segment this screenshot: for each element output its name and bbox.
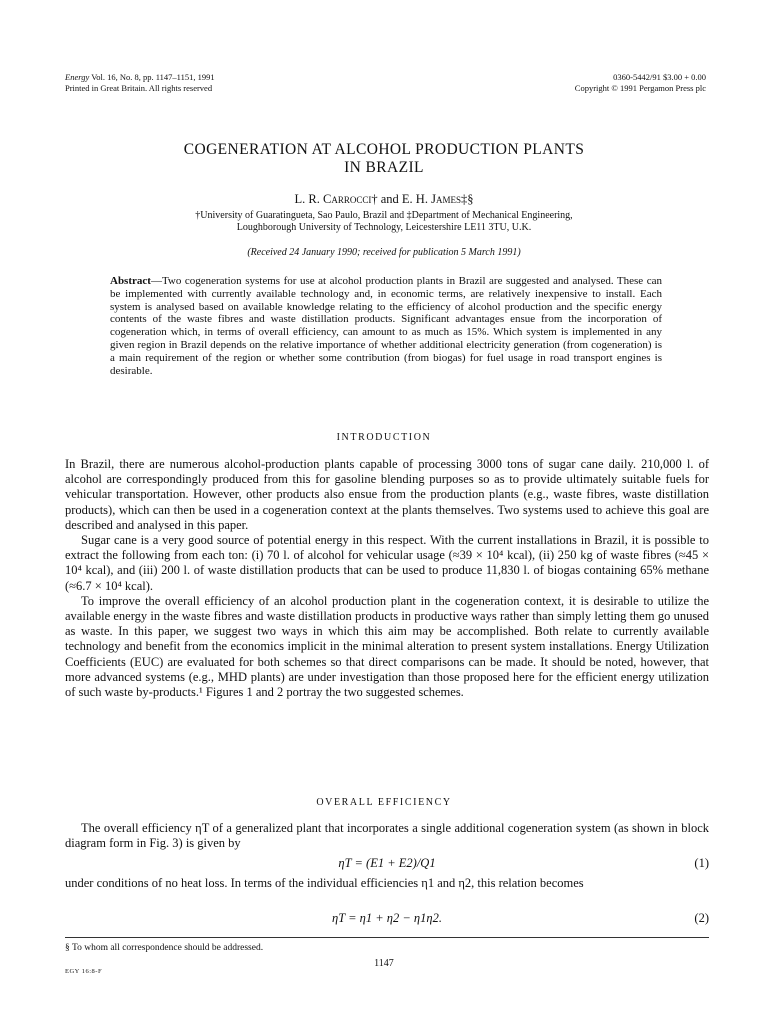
title-line-2: IN BRAZIL bbox=[344, 159, 424, 176]
equation-1-number: (1) bbox=[694, 856, 709, 870]
author-list bbox=[0, 192, 768, 207]
equation-2-expression: ηT = η1 + η2 − η1η2. bbox=[332, 911, 442, 925]
affiliations bbox=[0, 210, 768, 234]
paragraph: Sugar cane is a very good source of potential energy in this respect. With the current installations in Brazil, it is possible to extract the following from each ton: (i) 70 l. of alcohol for vehicular usage (≈39 × 10⁴ kcal), (ii) 250 kg of waste fibres (≈45 × 10⁴ kcal), and (iii) 200 l. of waste distillation products that can be used to produce 11,830 l. of biogas containing 65% methane (≈6.7 × 10⁴ kcal). bbox=[65, 533, 709, 593]
overall-efficiency-body bbox=[65, 821, 709, 851]
footnote-rule bbox=[65, 937, 709, 938]
introduction-heading: INTRODUCTION bbox=[336, 432, 432, 443]
paper-title bbox=[0, 141, 768, 177]
received-dates: (Received 24 January 1990; received for publication 5 March 1991) bbox=[247, 247, 521, 258]
printed-notice: Printed in Great Britain. All rights reserved bbox=[65, 83, 213, 93]
author-2-initials: E. H. bbox=[401, 192, 432, 206]
printer-code: EGY 16:8-F bbox=[65, 968, 103, 975]
equation-1-expression: ηT = (E1 + E2)/Q1 bbox=[338, 856, 436, 870]
copyright-notice: Copyright © 1991 Pergamon Press plc bbox=[574, 83, 706, 93]
overall-efficiency-heading: OVERALL EFFICIENCY bbox=[316, 797, 452, 808]
affiliation-line-1: †University of Guaratingueta, Sao Paulo, Brazil and ‡Department of Mechanical Engineering, bbox=[195, 210, 573, 221]
introduction-body bbox=[65, 457, 709, 700]
equation-2-number: (2) bbox=[694, 911, 709, 925]
affiliation-line-2: Loughborough University of Technology, Leicestershire LE11 3TU, U.K. bbox=[236, 222, 532, 233]
paragraph: under conditions of no heat loss. In terms of the individual efficiencies η1 and η2, this relation becomes bbox=[65, 876, 584, 890]
overall-efficiency-body-2 bbox=[65, 876, 709, 891]
paragraph: The overall efficiency ηT of a generalized plant that incorporates a single additional cogeneration system (as shown in block diagram form in Fig. 3) is given by bbox=[65, 821, 709, 851]
issn-price: 0360-5442/91 $3.00 + 0.00 bbox=[613, 72, 706, 82]
journal-header-left bbox=[65, 72, 215, 94]
title-line-1: COGENERATION AT ALCOHOL PRODUCTION PLANTS bbox=[183, 141, 585, 158]
abstract-label: Abstract bbox=[110, 275, 151, 287]
author-1-mark: † bbox=[371, 192, 378, 206]
author-2-mark: ‡§ bbox=[460, 192, 474, 206]
author-2-surname: James bbox=[431, 192, 461, 206]
page-number: 1147 bbox=[374, 958, 394, 969]
author-1-initials: L. R. bbox=[294, 192, 323, 206]
author-conjunction: and bbox=[377, 192, 402, 206]
journal-name: Energy bbox=[65, 72, 90, 82]
journal-header-right bbox=[575, 72, 706, 94]
correspondence-footnote: § To whom all correspondence should be addressed. bbox=[65, 943, 264, 953]
abstract bbox=[110, 275, 662, 377]
journal-citation: Vol. 16, No. 8, pp. 1147–1151, 1991 bbox=[89, 72, 215, 82]
abstract-text: —Two cogeneration systems for use at alcohol production plants in Brazil are suggested and analysed. These can be implemented with currently available technology and, in economic terms, are relatively inexpensive to install. Each system is analysed based on available knowledge relating to the efficiency of alcohol production and the specific energy contents of the waste fibres and waste distillation products. Significant advantages ensue from the incorporation of cogeneration which, in terms of overall efficiency, can amount to as much as 15%. Which system is implemented in any given region in Brazil depends on the relative importance of whether additional electricity generation (from cogeneration) is a main requirement of the region or whether some contribution (from biogas) for fuel usage in road transport engines is desirable. bbox=[110, 275, 662, 377]
paragraph: To improve the overall efficiency of an alcohol production plant in the cogeneration context, it is desirable to utilize the available energy in the waste fibres and waste distillation products in productive ways rather than simply letting them go unused as waste. In this paper, we suggest two ways in which this aim may be accomplished. Both relate to currently available technology and benefit from the economics implicit in the minimal alteration to present system installations. Energy Utilization Coefficients (EUC) are evaluated for both schemes so that direct comparisons can be made. It should be noted, however, that more advanced systems (e.g., MHD plants) are under investigation than those proposed here for the efficient energy utilization of such waste by-products.¹ Figures 1 and 2 portray the two suggested schemes. bbox=[65, 593, 709, 700]
paragraph: In Brazil, there are numerous alcohol-production plants capable of processing 3000 tons of sugar cane daily. 210,000 l. of alcohol are correspondingly produced from this for gasoline blending purposes so as to provide ultimately suitable fuels for vehicular transportation. However, other products also ensue from the production plants (e.g., waste fibres, waste distillation products), which can then be used in a cogeneration context at the plants themselves. Two systems used to achieve this goal are described and analysed in this paper. bbox=[65, 457, 709, 532]
author-1-surname: Carrocci bbox=[323, 192, 372, 206]
